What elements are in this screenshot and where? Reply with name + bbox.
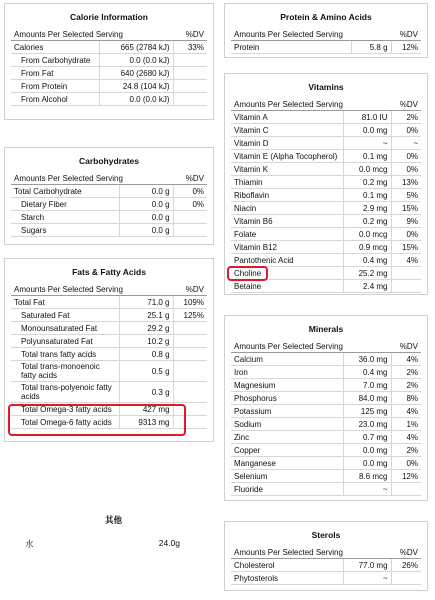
row-label: From Fat xyxy=(11,67,99,80)
row-label: Total trans-polyenoic fatty acids xyxy=(11,382,119,403)
table-row xyxy=(231,483,421,496)
row-label: Total Carbohydrate xyxy=(11,185,119,198)
highlight-omega xyxy=(8,404,186,436)
row-label: Dietary Fiber xyxy=(11,198,119,211)
row-value: 0.0 g xyxy=(119,211,173,224)
table-row xyxy=(11,93,207,106)
row-dv xyxy=(173,211,207,224)
row-label: Monounsaturated Fat xyxy=(11,322,119,335)
row-dv: 2% xyxy=(391,444,421,457)
row-value: 125 mg xyxy=(343,405,391,418)
row-value: 0.0 g xyxy=(119,198,173,211)
row-value: 0.3 g xyxy=(119,382,173,403)
row-dv: 0% xyxy=(173,185,207,198)
row-value: 23.0 mg xyxy=(343,418,391,431)
table-row xyxy=(231,353,421,366)
row-value: 0.7 mg xyxy=(343,431,391,444)
table-row xyxy=(231,189,421,202)
row-label: Betaine xyxy=(231,280,343,293)
row-label: Total Omega-6 fatty acids xyxy=(11,416,119,429)
highlight-choline xyxy=(227,266,268,281)
row-dv xyxy=(173,80,207,93)
carbs-panel xyxy=(4,147,214,245)
row-label: Manganese xyxy=(231,457,343,470)
row-dv: 4% xyxy=(391,353,421,366)
row-label: Protein xyxy=(231,41,351,54)
table-row xyxy=(11,198,207,211)
calorie-panel xyxy=(4,3,214,120)
table-row xyxy=(231,137,421,150)
table-row xyxy=(231,559,421,572)
col-dv: %DV xyxy=(391,340,421,353)
table-row xyxy=(231,392,421,405)
row-value: 427 mg xyxy=(119,403,173,416)
row-dv xyxy=(173,67,207,80)
row-value: 7.0 mg xyxy=(343,379,391,392)
row-dv: 9% xyxy=(391,215,421,228)
other-row-water xyxy=(25,538,180,550)
table-row xyxy=(231,254,421,267)
row-label: Thiamin xyxy=(231,176,343,189)
protein-table xyxy=(231,28,421,54)
col-amounts: Amounts Per Selected Serving xyxy=(231,98,391,111)
row-dv: 2% xyxy=(391,111,421,124)
col-amounts: Amounts Per Selected Serving xyxy=(11,283,173,296)
row-label: Copper xyxy=(231,444,343,457)
table-row xyxy=(231,431,421,444)
row-label: Vitamin K xyxy=(231,163,343,176)
col-dv: %DV xyxy=(173,283,207,296)
row-dv xyxy=(391,280,421,293)
row-label: Selenium xyxy=(231,470,343,483)
row-label: Calcium xyxy=(231,353,343,366)
row-value: 0.4 mg xyxy=(343,254,391,267)
row-label: Magnesium xyxy=(231,379,343,392)
row-label: Riboflavin xyxy=(231,189,343,202)
table-row xyxy=(231,150,421,163)
row-value: 71.0 g xyxy=(119,296,173,309)
table-row xyxy=(11,382,207,403)
vitamins-panel xyxy=(224,73,428,295)
col-amounts: Amounts Per Selected Serving xyxy=(231,340,391,353)
row-label: Phosphorus xyxy=(231,392,343,405)
table-row xyxy=(231,241,421,254)
row-value: 640 (2680 kJ) xyxy=(99,67,173,80)
table-row xyxy=(11,185,207,198)
table-row xyxy=(11,348,207,361)
row-value: 0.1 mg xyxy=(343,150,391,163)
calorie-table xyxy=(11,28,207,106)
row-dv: 4% xyxy=(391,431,421,444)
row-dv: 0% xyxy=(391,163,421,176)
table-row xyxy=(11,211,207,224)
row-value: 25.1 g xyxy=(119,309,173,322)
row-dv: 0% xyxy=(391,228,421,241)
col-dv: %DV xyxy=(173,172,207,185)
table-row xyxy=(11,309,207,322)
row-dv xyxy=(173,382,207,403)
row-dv xyxy=(173,93,207,106)
row-label: Iron xyxy=(231,366,343,379)
row-dv: 15% xyxy=(391,202,421,215)
row-dv: 26% xyxy=(391,559,421,572)
row-value: 0.2 mg xyxy=(343,215,391,228)
table-row xyxy=(231,124,421,137)
row-dv: 15% xyxy=(391,241,421,254)
table-row xyxy=(231,444,421,457)
row-dv xyxy=(391,267,421,280)
row-value: 84.0 mg xyxy=(343,392,391,405)
row-dv: 4% xyxy=(391,405,421,418)
row-dv xyxy=(173,348,207,361)
table-row xyxy=(11,80,207,93)
table-row xyxy=(231,457,421,470)
row-label: Phytosterols xyxy=(231,572,343,585)
sterols-table xyxy=(231,546,421,585)
row-label: Total Fat xyxy=(11,296,119,309)
row-value: 77.0 mg xyxy=(343,559,391,572)
row-label: Potassium xyxy=(231,405,343,418)
row-label: Vitamin B12 xyxy=(231,241,343,254)
vitamins-table xyxy=(231,98,421,293)
row-value: 0.0 mcg xyxy=(343,163,391,176)
col-dv: %DV xyxy=(391,98,421,111)
vitamins-title: Vitamins xyxy=(308,82,344,92)
row-dv: 4% xyxy=(391,254,421,267)
row-dv xyxy=(391,572,421,585)
row-value: 0.2 mg xyxy=(343,176,391,189)
row-dv xyxy=(173,361,207,382)
table-row xyxy=(231,228,421,241)
row-value: ~ xyxy=(343,137,391,150)
sterols-panel xyxy=(224,521,428,591)
row-label: Zinc xyxy=(231,431,343,444)
row-label: Choline xyxy=(231,267,343,280)
row-label: Sugars xyxy=(11,224,119,237)
protein-title: Protein & Amino Acids xyxy=(280,12,372,22)
row-value: 0.9 mcg xyxy=(343,241,391,254)
row-dv: 1% xyxy=(391,418,421,431)
table-row xyxy=(11,224,207,237)
minerals-table xyxy=(231,340,421,496)
row-dv xyxy=(173,322,207,335)
table-row xyxy=(231,202,421,215)
row-value: 0.0 mg xyxy=(343,457,391,470)
row-label: From Alcohol xyxy=(11,93,99,106)
row-value: ~ xyxy=(343,483,391,496)
row-dv: 0% xyxy=(391,457,421,470)
protein-panel xyxy=(224,3,428,58)
table-row xyxy=(231,418,421,431)
row-label: Vitamin A xyxy=(231,111,343,124)
row-label: Pantothenic Acid xyxy=(231,254,343,267)
row-label: Vitamin C xyxy=(231,124,343,137)
table-row xyxy=(231,379,421,392)
row-value: 5.8 g xyxy=(351,41,391,54)
row-label: Folate xyxy=(231,228,343,241)
table-row xyxy=(231,41,421,54)
table-row xyxy=(11,335,207,348)
row-label: Calories xyxy=(11,41,99,54)
row-value: 665 (2784 kJ) xyxy=(99,41,173,54)
row-value: 8.6 mcg xyxy=(343,470,391,483)
row-dv: 5% xyxy=(391,189,421,202)
row-value: 0.0 mg xyxy=(343,444,391,457)
row-label: Starch xyxy=(11,211,119,224)
row-dv: 0% xyxy=(173,198,207,211)
col-amounts: Amounts Per Selected Serving xyxy=(11,28,173,41)
table-row xyxy=(231,163,421,176)
row-dv: 12% xyxy=(391,41,421,54)
row-value: 29.2 g xyxy=(119,322,173,335)
row-label: Vitamin E (Alpha Tocopherol) xyxy=(231,150,343,163)
row-dv: 2% xyxy=(391,366,421,379)
table-row xyxy=(11,322,207,335)
row-value: 25.2 mg xyxy=(343,267,391,280)
table-row xyxy=(231,176,421,189)
table-row xyxy=(231,366,421,379)
minerals-title: Minerals xyxy=(308,324,344,334)
row-label: From Protein xyxy=(11,80,99,93)
row-dv: 0% xyxy=(391,124,421,137)
table-row xyxy=(231,572,421,585)
row-value: 0.8 g xyxy=(119,348,173,361)
row-value: 0.0 (0.0 kJ) xyxy=(99,54,173,67)
col-amounts: Amounts Per Selected Serving xyxy=(11,172,173,185)
col-dv: %DV xyxy=(173,28,207,41)
row-dv: 109% xyxy=(173,296,207,309)
row-value: 0.5 g xyxy=(119,361,173,382)
row-value: 0.4 mg xyxy=(343,366,391,379)
fats-title: Fats & Fatty Acids xyxy=(72,267,146,277)
other-value: 24.0g xyxy=(158,538,180,548)
row-value: 0.0 (0.0 kJ) xyxy=(99,93,173,106)
row-label: Total Omega-3 fatty acids xyxy=(11,403,119,416)
row-dv: 8% xyxy=(391,392,421,405)
table-row xyxy=(11,54,207,67)
row-label: Vitamin B6 xyxy=(231,215,343,228)
row-dv xyxy=(173,335,207,348)
row-value: 36.0 mg xyxy=(343,353,391,366)
row-label: From Carbohydrate xyxy=(11,54,99,67)
table-row xyxy=(231,405,421,418)
row-label: Total trans-monoenoic fatty acids xyxy=(11,361,119,382)
table-row xyxy=(11,67,207,80)
row-dv: 125% xyxy=(173,309,207,322)
row-label: Vitamin D xyxy=(231,137,343,150)
row-dv xyxy=(391,483,421,496)
row-label: Sodium xyxy=(231,418,343,431)
carbs-table xyxy=(11,172,207,237)
row-label: Total trans fatty acids xyxy=(11,348,119,361)
row-value: 2.4 mg xyxy=(343,280,391,293)
row-value: 81.0 IU xyxy=(343,111,391,124)
col-amounts: Amounts Per Selected Serving xyxy=(231,28,391,41)
other-label: 水 xyxy=(25,539,34,549)
row-label: Cholesterol xyxy=(231,559,343,572)
sterols-title: Sterols xyxy=(311,530,341,540)
row-value: 0.0 g xyxy=(119,224,173,237)
row-label: Polyunsaturated Fat xyxy=(11,335,119,348)
other-title: 其他 xyxy=(105,515,123,525)
row-value: ~ xyxy=(343,572,391,585)
row-dv: ~ xyxy=(391,137,421,150)
table-row xyxy=(231,280,421,293)
row-value: 2.9 mg xyxy=(343,202,391,215)
col-dv: %DV xyxy=(391,28,421,41)
row-value: 0.0 mcg xyxy=(343,228,391,241)
row-dv: 0% xyxy=(391,150,421,163)
row-value: 0.0 g xyxy=(119,185,173,198)
row-value: 24.8 (104 kJ) xyxy=(99,80,173,93)
row-label: Niacin xyxy=(231,202,343,215)
row-dv: 2% xyxy=(391,379,421,392)
carbs-title: Carbohydrates xyxy=(79,156,139,166)
calorie-title: Calorie Information xyxy=(70,12,148,22)
table-row xyxy=(231,470,421,483)
col-dv: %DV xyxy=(391,546,421,559)
row-value: 0.1 mg xyxy=(343,189,391,202)
row-value: 9313 mg xyxy=(119,416,173,429)
row-dv xyxy=(173,54,207,67)
minerals-panel xyxy=(224,315,428,501)
row-dv: 13% xyxy=(391,176,421,189)
table-row xyxy=(11,296,207,309)
col-amounts: Amounts Per Selected Serving xyxy=(231,546,391,559)
table-row xyxy=(231,215,421,228)
table-row xyxy=(231,111,421,124)
table-row xyxy=(11,361,207,382)
row-dv: 12% xyxy=(391,470,421,483)
row-label: Saturated Fat xyxy=(11,309,119,322)
row-dv xyxy=(173,224,207,237)
row-label: Fluoride xyxy=(231,483,343,496)
table-row xyxy=(11,41,207,54)
row-value: 10.2 g xyxy=(119,335,173,348)
row-dv: 33% xyxy=(173,41,207,54)
row-value: 0.0 mg xyxy=(343,124,391,137)
